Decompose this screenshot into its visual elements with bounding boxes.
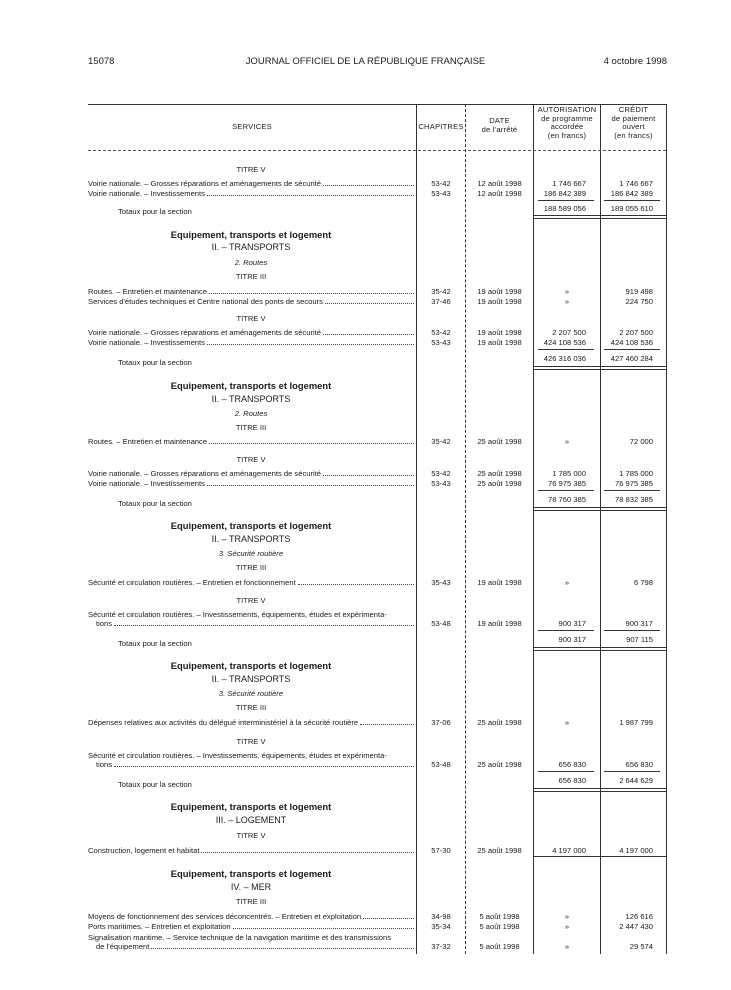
titre-heading: TITRE V [236,455,266,464]
section-subtitle: II. – TRANSPORTS [211,534,291,544]
total-double-rule [534,647,666,651]
col-header-services: SERVICES [232,122,272,131]
row-credit: 76 975 385 [614,479,653,488]
titre-heading: TITRE V [236,596,266,605]
row-date: 25 août 1998 [477,718,522,727]
row-credit: 1 987 799 [619,718,653,727]
sum-rule [604,490,660,491]
total-credit: 907 115 [626,635,653,644]
row-credit: 224 750 [625,297,653,306]
col-divider-chapitres [416,104,417,954]
row-chapitre: 53-43 [431,189,451,198]
row-label-line: Sécurité et circulation routières. – Investissements, équipements, études et expérimenta- [88,751,387,760]
row-credit: 29 574 [629,942,653,951]
sum-rule [538,490,594,491]
row-date: 25 août 1998 [477,479,522,488]
titre-heading: TITRE V [236,831,266,840]
row-date: 5 août 1998 [479,922,520,931]
col-divider-date [465,104,466,954]
row-autorisation: » [564,912,570,921]
row-credit: 656 830 [625,760,653,769]
row-chapitre: 35-42 [431,437,451,446]
row-credit: 1 785 000 [619,469,653,478]
total-double-rule [534,366,666,370]
row-autorisation: » [564,942,570,951]
row-date: 25 août 1998 [477,437,522,446]
sum-rule [604,630,660,631]
row-date: 12 août 1998 [477,179,522,188]
titre-heading: TITRE V [236,165,266,174]
row-chapitre: 57-30 [431,846,451,855]
total-autorisation: 78 760 385 [547,495,586,504]
row-label: Dépenses relatives aux activités du délégué interministériel à la sécurité routière [88,718,414,727]
section-subtitle: II. – TRANSPORTS [211,394,291,404]
section-subtitle: II. – TRANSPORTS [211,242,291,252]
totals-label: Totaux pour la section [118,639,192,648]
col-header-date: DATE de l'arrêté [481,116,518,134]
row-date: 25 août 1998 [477,469,522,478]
row-chapitre: 53-42 [431,328,451,337]
row-chapitre: 37-46 [431,297,451,306]
row-date: 5 août 1998 [479,942,520,951]
row-autorisation: 900 317 [558,619,586,628]
titre-heading: TITRE III [235,703,267,712]
col-header-credit: CRÉDIT de paiement ouvert (en francs) [611,105,656,140]
row-label: Voirie nationale. – Grosses réparations et aménagements de sécurité [88,179,414,188]
row-date: 12 août 1998 [477,189,522,198]
total-autorisation: 426 316 036 [543,354,586,363]
row-date: 19 août 1998 [477,578,522,587]
section-title: Equipement, transports et logement [170,801,332,812]
row-label-line: de l'équipement [96,942,150,951]
row-chapitre: 53-42 [431,469,451,478]
row-date: 19 août 1998 [477,297,522,306]
row-chapitre: 37-32 [431,942,451,951]
section-title: Equipement, transports et logement [170,229,332,240]
row-autorisation: » [564,287,570,296]
row-chapitre: 34-98 [431,912,451,921]
row-label: Moyens de fonctionnement des services déconcentrés. – Entretien et exploitation [88,912,414,921]
row-label-line: Signalisation maritime. – Service technique de la navigation maritime et des transmissions [88,933,392,942]
row-chapitre: 53-43 [431,479,451,488]
sum-rule [538,630,594,631]
row-chapitre: 35-42 [431,287,451,296]
titre-heading: TITRE V [236,737,266,746]
row-autorisation: 76 975 385 [547,479,586,488]
row-date: 19 août 1998 [477,338,522,347]
row-chapitre: 53-42 [431,179,451,188]
row-chapitre: 37-06 [431,718,451,727]
row-label: Sécurité et circulation routières. – Entretien et fonctionnement [88,578,414,587]
row-autorisation: » [564,922,570,931]
row-credit: 2 447 430 [619,922,653,931]
table-right-rule [666,104,667,954]
row-label-line: tions [96,760,113,769]
row-date: 19 août 1998 [477,619,522,628]
row-credit: 6 798 [633,578,653,587]
row-credit: 1 746 667 [619,179,653,188]
col-divider-autorisation [533,104,534,954]
row-label-line: Sécurité et circulation routières. – Investissements, équipements, études et expérimenta- [88,610,387,619]
section-subtitle: II. – TRANSPORTS [211,674,291,684]
sum-rule [538,200,594,201]
row-autorisation: » [564,718,570,727]
row-credit: 72 000 [629,437,653,446]
row-chapitre: 53-43 [431,338,451,347]
subsection-title: 3. Sécurité routière [218,689,284,698]
section-title: Equipement, transports et logement [170,660,332,671]
subsection-title: 2. Routes [234,409,268,418]
row-credit: 186 842 389 [610,189,653,198]
section-title: Equipement, transports et logement [170,380,332,391]
section-subtitle: III. – LOGEMENT [215,815,287,825]
subsection-title: 3. Sécurité routière [218,549,284,558]
row-label: Voirie nationale. – Investissements [88,479,414,488]
totals-label: Totaux pour la section [118,207,192,216]
section-subtitle: IV. – MER [230,882,272,892]
row-credit: 919 498 [625,287,653,296]
row-autorisation: 656 830 [558,760,586,769]
row-label: Voirie nationale. – Investissements [88,189,414,198]
row-chapitre: 35-34 [431,922,451,931]
titre-heading: TITRE III [235,897,267,906]
titre-heading: TITRE III [235,272,267,281]
header-separator [88,150,666,151]
total-double-rule [534,507,666,511]
row-credit: 2 207 500 [619,328,653,337]
row-label: Ports maritimes. – Entretien et exploitation [88,922,414,931]
titre-heading: TITRE III [235,563,267,572]
row-label: Voirie nationale. – Grosses réparations et aménagements de sécurité [88,328,414,337]
row-credit: 126 616 [625,912,653,921]
total-credit: 189 055 610 [610,204,653,213]
col-divider-credit [600,104,601,954]
row-date: 25 août 1998 [477,846,522,855]
row-autorisation: 424 108 536 [543,338,586,347]
row-autorisation: 1 746 667 [552,179,586,188]
row-label-multiline [88,933,414,951]
col-header-autorisation: AUTORISATION de programme accordée (en francs) [537,105,597,140]
row-label: Voirie nationale. – Grosses réparations et aménagements de sécurité [88,469,414,478]
total-credit: 2 644 629 [619,776,653,785]
row-autorisation: » [564,297,570,306]
row-autorisation: » [564,578,570,587]
row-label-line: tions [96,619,113,628]
row-autorisation: 4 197 000 [552,846,586,855]
row-label: Routes. – Entretien et maintenance [88,437,414,446]
sum-rule [604,349,660,350]
row-autorisation: 1 785 000 [552,469,586,478]
totals-label: Totaux pour la section [118,358,192,367]
total-credit: 78 832 385 [614,495,653,504]
row-label: Services d'études techniques et Centre national des ponts de secours [88,297,414,306]
section-title: Equipement, transports et logement [170,520,332,531]
row-label: Voirie nationale. – Investissements [88,338,414,347]
row-label-multiline [88,751,414,769]
total-autorisation: 656 830 [558,776,586,785]
sum-rule [538,349,594,350]
row-chapitre: 53-48 [431,619,451,628]
titre-heading: TITRE V [236,314,266,323]
row-rule [534,856,666,857]
row-credit: 4 197 000 [619,846,653,855]
total-double-rule [534,215,666,219]
sum-rule [538,771,594,772]
row-autorisation: » [564,437,570,446]
row-date: 19 août 1998 [477,328,522,337]
issue-date: 4 octobre 1998 [603,56,667,67]
total-credit: 427 460 284 [610,354,653,363]
row-date: 25 août 1998 [477,760,522,769]
sum-rule [604,200,660,201]
subsection-title: 2. Routes [234,258,268,267]
row-label: Routes. – Entretien et maintenance [88,287,414,296]
row-credit: 900 317 [625,619,653,628]
page-number: 15078 [88,56,115,67]
row-autorisation: 186 842 389 [543,189,586,198]
total-double-rule [534,788,666,792]
totals-label: Totaux pour la section [118,780,192,789]
totals-label: Totaux pour la section [118,499,192,508]
row-autorisation: 2 207 500 [552,328,586,337]
row-credit: 424 108 536 [610,338,653,347]
row-chapitre: 35-43 [431,578,451,587]
row-chapitre: 53-48 [431,760,451,769]
col-header-chapitres: CHAPITRES [418,122,464,131]
total-autorisation: 188 589 056 [543,204,586,213]
row-date: 5 août 1998 [479,912,520,921]
row-date: 19 août 1998 [477,287,522,296]
journal-title: JOURNAL OFFICIEL DE LA RÉPUBLIQUE FRANÇAISE [245,56,486,67]
total-autorisation: 900 317 [558,635,586,644]
sum-rule [604,771,660,772]
row-label: Construction, logement et habitat [88,846,414,855]
titre-heading: TITRE III [235,423,267,432]
section-title: Equipement, transports et logement [170,868,332,879]
row-label-multiline [88,610,414,628]
